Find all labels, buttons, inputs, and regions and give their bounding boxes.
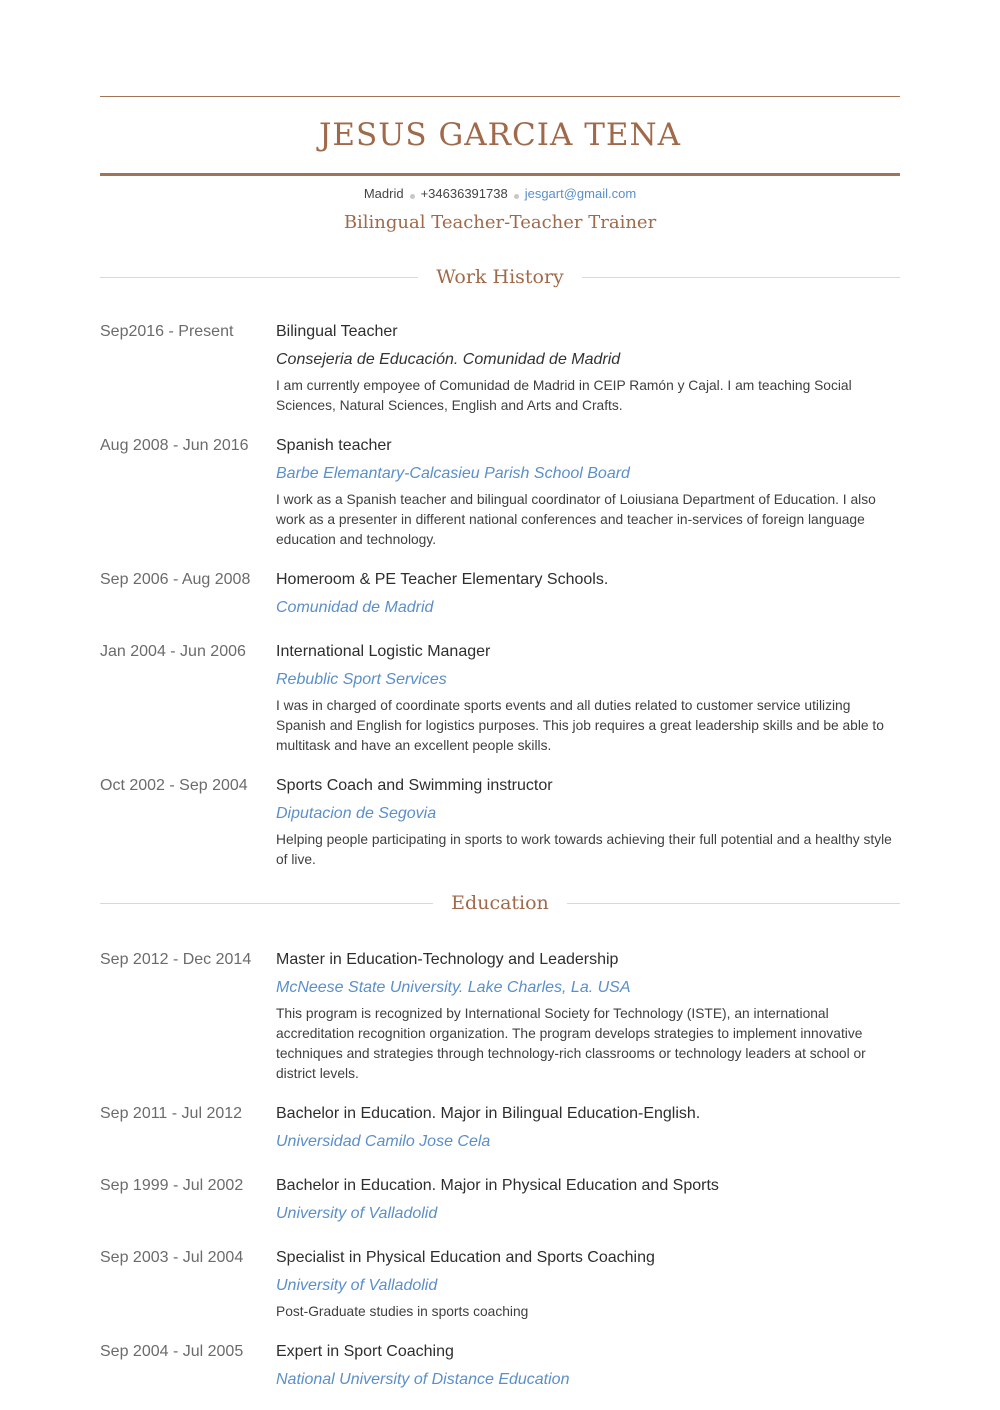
education-list: [100, 948, 900, 1392]
entry-date: Sep 1999 - Jul 2002: [100, 1177, 244, 1194]
job-title: Bilingual Teacher: [276, 323, 398, 340]
entry-date: Sep 2006 - Aug 2008: [100, 571, 251, 588]
education-entry: [100, 1246, 900, 1322]
entry-date: Aug 2008 - Jun 2016: [100, 437, 249, 454]
institution-link[interactable]: University of Valladolid: [276, 1277, 438, 1294]
name-underline: [100, 173, 900, 176]
job-description: I work as a Spanish teacher and bilingual coordinator of Loiusiana Department of Education. I also work as a presenter in different national conferences and teacher in-services of foreign language education and technology.: [276, 492, 876, 547]
education-heading: [100, 888, 900, 918]
work-entry: [100, 320, 900, 416]
contact-line: [100, 184, 900, 204]
entry-date: Sep 2003 - Jul 2004: [100, 1249, 244, 1266]
work-entry: [100, 774, 900, 870]
resume-page: [100, 96, 900, 1392]
professional-headline: Bilingual Teacher-Teacher Trainer: [343, 212, 657, 233]
work-entry: [100, 640, 900, 756]
entry-date: Sep2016 - Present: [100, 323, 234, 340]
institution-link[interactable]: Universidad Camilo Jose Cela: [276, 1133, 491, 1150]
education-entry: [100, 1102, 900, 1154]
degree-title: Specialist in Physical Education and Sports Coaching: [276, 1249, 655, 1266]
degree-title: Expert in Sport Coaching: [276, 1343, 454, 1360]
work-history-list: [100, 320, 900, 870]
job-title: International Logistic Manager: [276, 643, 491, 660]
contact-phone: +34636391738: [420, 186, 508, 201]
job-description: I am currently empoyee of Comunidad de Madrid in CEIP Ramón y Cajal. I am teaching Social Sciences, Natural Sciences, English and Arts and Crafts.: [276, 378, 852, 413]
education-entry: [100, 1174, 900, 1226]
employer-link[interactable]: Barbe Elemantary-Calcasieu Parish School Board: [276, 465, 630, 482]
employer-link[interactable]: Comunidad de Madrid: [276, 599, 434, 616]
candidate-name: JESUS GARCIA TENA: [318, 117, 682, 153]
work-entry: [100, 434, 900, 550]
entry-date: Sep 2011 - Jul 2012: [100, 1105, 243, 1122]
contact-email-link[interactable]: jesgart@gmail.com: [524, 186, 637, 201]
degree-title: Bachelor in Education. Major in Bilingual Education-English.: [276, 1105, 701, 1122]
employer: Consejeria de Educación. Comunidad de Madrid: [276, 351, 621, 368]
separator-dot-icon: [410, 194, 415, 199]
separator-dot-icon: [514, 194, 519, 199]
degree-title: Bachelor in Education. Major in Physical Education and Sports: [276, 1177, 719, 1194]
section-title: Work History: [418, 262, 582, 292]
section-title: Education: [433, 888, 567, 918]
entry-date: Jan 2004 - Jun 2006: [100, 643, 246, 660]
contact-city: Madrid: [363, 186, 404, 201]
work-entry: [100, 568, 900, 620]
institution-link[interactable]: University of Valladolid: [276, 1205, 438, 1222]
entry-date: Sep 2012 - Dec 2014: [100, 951, 252, 968]
education-entry: [100, 1340, 900, 1392]
degree-title: Master in Education-Technology and Leadership: [276, 951, 619, 968]
degree-description: Post-Graduate studies in sports coaching: [276, 1304, 529, 1319]
job-title: Homeroom & PE Teacher Elementary Schools.: [276, 571, 609, 588]
job-title: Spanish teacher: [276, 437, 392, 454]
employer-link[interactable]: Diputacion de Segovia: [276, 805, 437, 822]
job-title: Sports Coach and Swimming instructor: [276, 777, 553, 794]
entry-date: Oct 2002 - Sep 2004: [100, 777, 248, 794]
entry-date: Sep 2004 - Jul 2005: [100, 1343, 244, 1360]
institution-link[interactable]: National University of Distance Education: [276, 1371, 570, 1388]
job-description: Helping people participating in sports to work towards achieving their full potential and a healthy style of live.: [276, 832, 892, 867]
education-entry: [100, 948, 900, 1084]
employer-link[interactable]: Rebublic Sport Services: [276, 671, 447, 688]
work-history-heading: [100, 262, 900, 292]
institution-link[interactable]: McNeese State University. Lake Charles, La. USA: [276, 979, 631, 996]
job-description: I was in charged of coordinate sports events and all duties related to customer service utilizing Spanish and English for logistics purposes. This job requires a great leadership skills and be able to multitask and have an excellent people skills.: [276, 698, 884, 753]
degree-description: This program is recognized by International Society for Technology (ISTE), an international accreditation recognition organization. The program develops strategies to implement innovative techniques and strategies through technology-rich classrooms or technology leaders at school or district levels.: [276, 1006, 866, 1081]
